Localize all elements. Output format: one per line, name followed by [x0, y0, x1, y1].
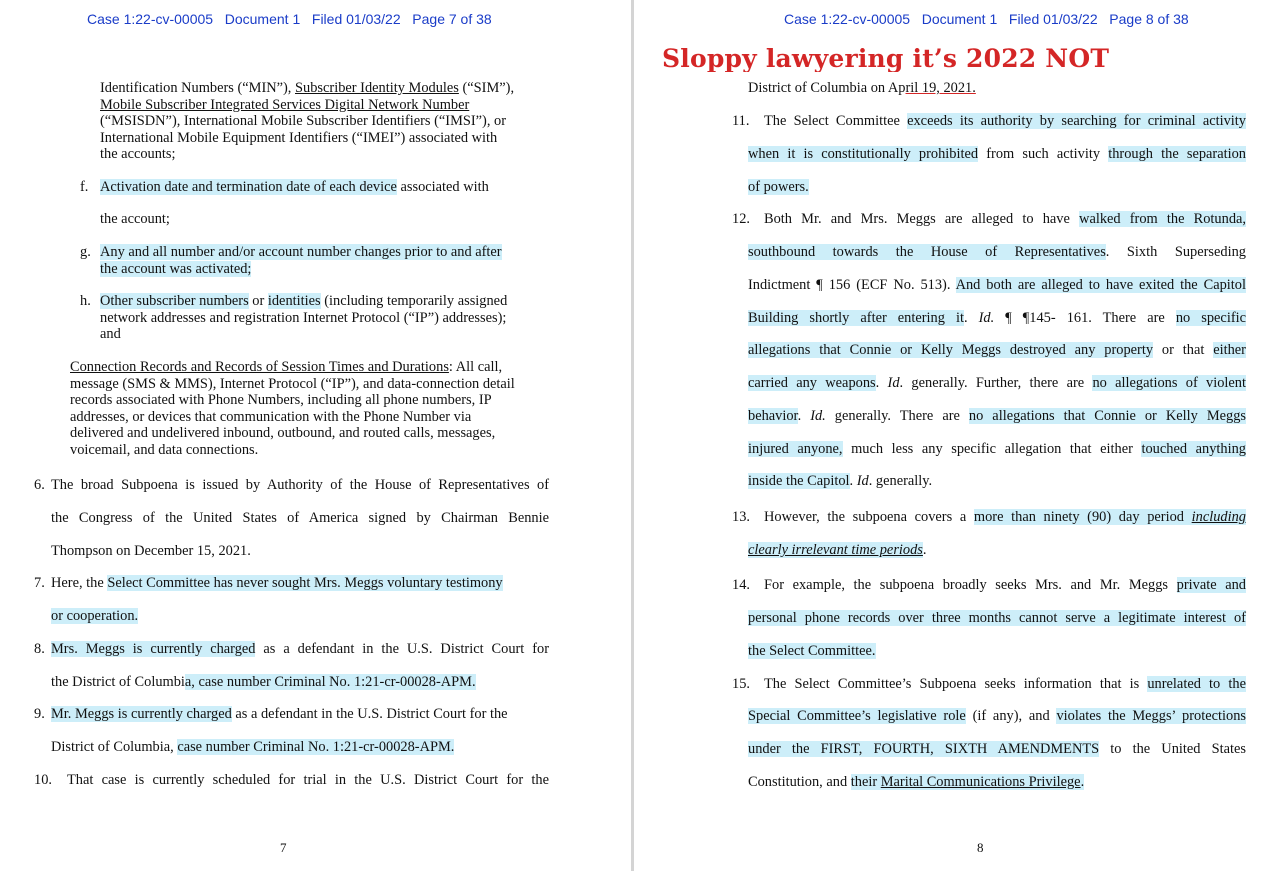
para-number: 7.	[34, 575, 45, 591]
para-11-line1: The Select Committee exceeds its authority by searching for criminal activity	[764, 113, 1246, 129]
para-14-line3: the Select Committee.	[748, 643, 876, 659]
para-number: 15.	[732, 676, 750, 692]
para-12-line3: Indictment ¶ 156 (ECF No. 513). And both are alleged to have exited the Capitol	[748, 277, 1246, 293]
para-number: 9.	[34, 706, 45, 722]
page-header: Case 1:22-cv-00005 Document 1 Filed 01/03/22 Page 7 of 38	[87, 11, 492, 27]
para-8-line1: Mrs. Meggs is currently charged as a defendant in the U.S. District Court for	[51, 641, 550, 657]
connection-records: Connection Records and Records of Session Times and Durations: All call, message (SMS & MMS), Internet Protocol (“IP”), and data-connection detail records associated with Phone Numbers, including all phone numbers, IP addresses, or devices that communication with the Phone Number via delivered and undelivered inbound, outbound, and routed calls, messages, voicemail, and data connections.	[70, 359, 515, 458]
page-number: 7	[280, 840, 287, 855]
page-header: Case 1:22-cv-00005 Document 1 Filed 01/03/22 Page 8 of 38	[784, 11, 1189, 27]
para-number: 8.	[34, 641, 45, 657]
para-15-line3: under the FIRST, FOURTH, SIXTH AMENDMENTS to the United States	[748, 741, 1246, 757]
para-12-line5: allegations that Connie or Kelly Meggs destroyed any property or that either	[748, 342, 1246, 358]
para-9-line1: Mr. Meggs is currently charged as a defendant in the U.S. District Court for the	[51, 706, 508, 722]
para-12-line4: Building shortly after entering it. Id. ¶ ¶145- 161. There are no specific	[748, 310, 1246, 326]
page-7	[0, 0, 631, 871]
para-number: 6.	[34, 477, 45, 493]
para-12-line7: behavior. Id. generally. There are no allegations that Connie or Kelly Meggs	[748, 408, 1247, 424]
page-number: 8	[977, 840, 984, 855]
list-item-h: Other subscriber numbers or identities (including temporarily assigned network addresses and registration Internet Protocol (“IP”) addresses); and	[100, 293, 508, 342]
list-item-g: Any and all number and/or account number changes prior to and after the account was activated;	[100, 244, 502, 277]
para-number: 12.	[732, 211, 750, 227]
para-15-line1: The Select Committee’s Subpoena seeks information that is unrelated to the	[764, 676, 1246, 692]
para-13-line2: clearly irrelevant time periods.	[748, 542, 927, 558]
para-6-line3: Thompson on December 15, 2021.	[51, 543, 251, 559]
para-6-line1: The broad Subpoena is issued by Authority of the House of Representatives of	[51, 477, 549, 493]
continuation-line: District of Columbia on April 19, 2021.	[748, 80, 976, 96]
para-7-line2: or cooperation.	[51, 608, 139, 624]
para-12-line8: injured anyone, much less any specific allegation that either touched anything	[748, 441, 1246, 457]
para-7-line1: Here, the Select Committee has never sought Mrs. Meggs voluntary testimony	[51, 575, 503, 591]
para-12-line1: Both Mr. and Mrs. Meggs are alleged to have walked from the Rotunda,	[764, 211, 1247, 227]
para-11-line3: of powers.	[748, 179, 809, 195]
list-item-f-line2: the account;	[100, 211, 170, 227]
para-15-line4: Constitution, and their Marital Communications Privilege.	[748, 774, 1085, 790]
para-8-line2: the District of Columbia, case number Criminal No. 1:21-cr-00028-APM.	[51, 674, 476, 690]
para-number: 14.	[732, 577, 750, 593]
page-8	[634, 0, 1280, 871]
para-9-line2: District of Columbia, case number Criminal No. 1:21-cr-00028-APM.	[51, 739, 455, 755]
para-11-line2: when it is constitutionally prohibited from such activity through the separation	[748, 146, 1246, 162]
para-6-line2: the Congress of the United States of America signed by Chairman Bennie	[51, 510, 549, 526]
list-marker: g.	[80, 244, 91, 260]
para-12-line2: southbound towards the House of Representatives. Sixth Superseding	[748, 244, 1246, 260]
para-13-line1: However, the subpoena covers a more than ninety (90) day period including	[764, 509, 1246, 525]
para-14-line2: personal phone records over three months cannot serve a legitimate interest of	[748, 610, 1246, 626]
list-marker: h.	[80, 293, 91, 309]
para-12-line9: inside the Capitol. Id. generally.	[748, 473, 933, 489]
para-15-line2: Special Committee’s legislative role (if any), and violates the Meggs’ protections	[748, 708, 1246, 724]
para-number: 10.	[34, 772, 52, 788]
para-12-line6: carried any weapons. Id. generally. Further, there are no allegations of violent	[748, 375, 1246, 391]
para-number: 11.	[732, 113, 750, 129]
para-10-line1: That case is currently scheduled for trial in the U.S. District Court for the	[67, 772, 549, 788]
annotation-stamp: Sloppy lawyering it’s 2022 NOT	[662, 44, 1110, 72]
para-number: 13.	[732, 509, 750, 525]
para-14-line1: For example, the subpoena broadly seeks Mrs. and Mr. Meggs private and	[764, 577, 1246, 593]
list-item-f: Activation date and termination date of each device associated with	[100, 179, 489, 195]
list-continuation: Identification Numbers (“MIN”), Subscriber Identity Modules (“SIM”), Mobile Subscriber Integrated Services Digital Network Number (“MSISDN”), International Mobile Subscriber Identifiers (“IMSI”), or International Mobile Equipment Identifiers (“IMEI”) associated with the accounts;	[100, 80, 515, 162]
list-marker: f.	[80, 179, 89, 195]
